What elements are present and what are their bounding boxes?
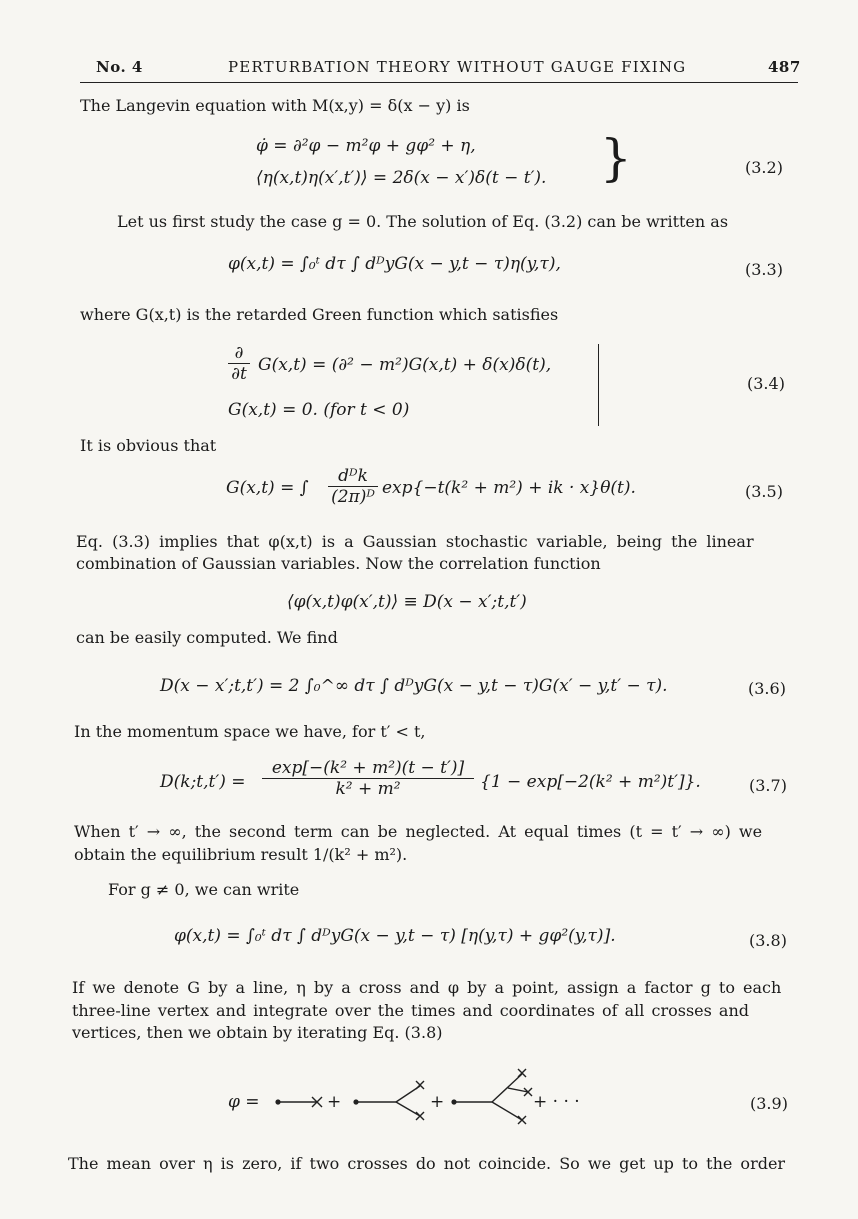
paragraph-equal-times-1: When t′ → ∞, the second term can be neglected. At equal times (t = t′ → ∞) we [74,822,763,841]
paragraph-diagram-rules-3: vertices, then we obtain by iterating Eq. (3.8) [72,1023,443,1042]
equation-3-4-line2: G(x,t) = 0. (for t < 0) [228,400,410,420]
equation-number-3-9: (3.9) [750,1094,788,1113]
paragraph-gaussian-1: Eq. (3.3) implies that φ(x,t) is a Gaussian stochastic variable, being the linear [76,532,754,551]
equation-3-7-fraction [262,758,474,799]
paragraph-gaussian-2: combination of Gaussian variables. Now the correlation function [76,554,601,573]
paragraph-diagram-rules-1: If we denote G by a line, η by a cross and φ by a point, assign a factor g to each [72,978,782,997]
paragraph-diagram-rules-2: three-line vertex and integrate over the times and coordinates of all crosses and [72,1001,749,1020]
paragraph-first-study: Let us first study the case g = 0. The solution of Eq. (3.2) can be written as [117,212,729,231]
equation-number-3-2: (3.2) [745,158,783,177]
issue-number: No. 4 [96,58,143,76]
equation-number-3-4: (3.4) [747,374,785,393]
equation-3-5-rhs: exp{−t(k² + m²) + ik · x}θ(t). [382,478,636,498]
paragraph-momentum: In the momentum space we have, for t′ < t, [74,722,426,741]
running-title: PERTURBATION THEORY WITHOUT GAUGE FIXING [228,58,687,76]
equation-3-5-fraction [328,466,378,507]
paragraph-obvious: It is obvious that [80,436,217,455]
equation-number-3-5: (3.5) [745,482,783,501]
page-number: 487 [768,58,801,76]
equation-3-3: φ(x,t) = ∫₀ᵗ dτ ∫ dᴰyG(x − y,t − τ)η(y,τ), [228,254,561,274]
equation-number-3-3: (3.3) [745,260,783,279]
equation-3-6: D(x − x′;t,t′) = 2 ∫₀^∞ dτ ∫ dᴰyG(x − y,t − τ)G(x′ − y,t′ − τ). [160,676,668,696]
paragraph-equal-times-2: obtain the equilibrium result 1/(k² + m²). [74,845,408,864]
equation-3-7-rhs: {1 − exp[−2(k² + m²)t′]}. [480,772,701,792]
fraction-denominator: k² + m² [335,779,401,799]
paragraph-computed: can be easily computed. We find [76,628,338,647]
ellipsis-tail: + · · · [533,1092,580,1112]
plus-sign-1: + [327,1092,342,1112]
header-rule [80,82,798,83]
equation-3-4-line1: G(x,t) = (∂² − m²)G(x,t) + δ(x)δ(t), [258,355,552,375]
fraction-numerator: dᴰk [328,466,378,487]
equation-3-9-lhs: φ = [228,1092,260,1112]
equation-number-3-7: (3.7) [749,776,787,795]
diagram-two-vertices-three-crosses [451,1069,532,1124]
right-bracket [598,344,599,426]
equation-3-8: φ(x,t) = ∫₀ᵗ dτ ∫ dᴰyG(x − y,t − τ) [η(y,τ) + gφ²(y,τ)]. [174,926,616,946]
paragraph-langevin: The Langevin equation with M(x,y) = δ(x − y) is [80,96,470,115]
fraction-denominator: (2π)ᴰ [331,487,375,507]
equation-3-2-line2: ⟨η(x,t)η(x′,t′)⟩ = 2δ(x − x′)δ(t − t′). [256,168,547,188]
equation-number-3-6: (3.6) [748,679,786,698]
equation-3-2-line1: φ̇ = ∂²φ − m²φ + gφ² + η, [256,136,476,156]
equation-3-7-lhs: D(k;t,t′) = [160,772,246,792]
equation-3-5-lhs: G(x,t) = ∫ [226,478,309,498]
paragraph-g-nonzero: For g ≠ 0, we can write [108,880,300,899]
diagram-line-cross [275,1097,322,1107]
diagram-vertex-two-crosses [353,1081,424,1120]
equation-number-3-8: (3.8) [749,931,787,950]
right-brace: } [600,129,632,187]
partial-derivative-fraction: ∂ ∂t [228,343,250,384]
paragraph-mean-over-eta: The mean over η is zero, if two crosses do not coincide. So we get up to the order [68,1154,786,1173]
equation-correlation: ⟨φ(x,t)φ(x′,t)⟩ ≡ D(x − x′;t,t′) [287,592,527,612]
paragraph-green-function: where G(x,t) is the retarded Green function which satisfies [80,305,559,324]
fraction-numerator: exp[−(k² + m²)(t − t′)] [262,758,474,779]
plus-sign-2: + [430,1092,445,1112]
